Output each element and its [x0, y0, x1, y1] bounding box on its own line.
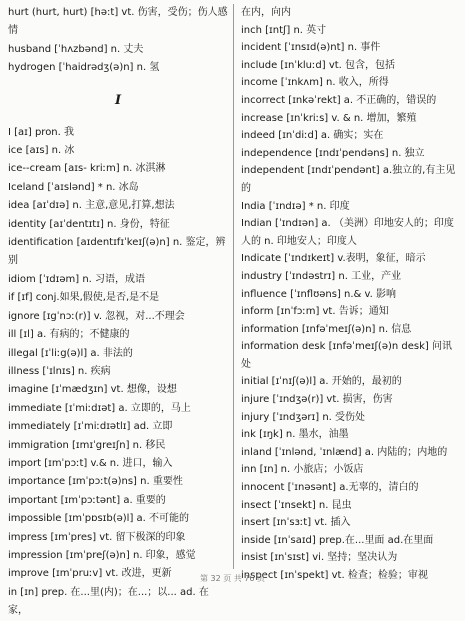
dictionary-entry: important [ɪmˈpɔːtənt] a. 重要的 [8, 494, 166, 506]
dictionary-entry: income [ˈɪnkʌm] n. 收入，所得 [241, 77, 389, 89]
column-divider [233, 4, 234, 569]
dictionary-entry: importance [ɪmˈpɔːt(ə)ns] n. 重要性 [8, 476, 183, 488]
dictionary-entry: imagine [ɪˈmædʒɪn] vt. 想像，设想 [8, 384, 177, 396]
dictionary-entry: information [ɪnfəˈmeɪʃ(ə)n] n. 信息 [241, 323, 412, 335]
dictionary-entry: ignore [ɪgˈnɔː(r)] v. 忽视，对...不理会 [8, 310, 185, 322]
dictionary-entry: import [ɪmˈpɔːt] v.& n. 进口，输入 [8, 457, 173, 469]
dictionary-entry: impression [ɪmˈpreʃ(ə)n] n. 印象，感觉 [8, 549, 196, 561]
dictionary-entry: in [ɪn] prep. 在...里(内)；在...；以... ad. 在家， [8, 586, 209, 617]
h-entries-list [8, 4, 228, 78]
dictionary-entry: impress [ɪmˈpres] vt. 留下极深的印象 [8, 531, 186, 543]
dictionary-entry: illness [ˈɪlnɪs] n. 疾病 [8, 365, 111, 377]
dictionary-entry: immediate [ɪˈmiːdɪət] a. 立即的，马上 [8, 402, 191, 414]
dictionary-entry: hurt (hurt, hurt) [hə:t] vt. 伤害，受伤；伤人感情 [8, 7, 228, 37]
dictionary-entry: inland [ˈɪnlənd, ˈɪnlænd] a. 内陆的；内地的 [241, 446, 448, 458]
dictionary-entry: inform [ɪnˈfɔːm] vt. 告诉；通知 [241, 306, 389, 318]
dictionary-entry: Iceland [ˈaɪslənd] * n. 冰岛 [8, 181, 139, 193]
dictionary-entry: indeed [ɪnˈdiːd] a. 确实；实在 [241, 130, 384, 142]
dictionary-entry: incorrect [ɪnkəˈrekt] a. 不正确的，错误的 [241, 94, 437, 106]
dictionary-entry: inspect [ɪnˈspekt] vt. 检查；检验；审视 [241, 570, 428, 581]
dictionary-entry: ice [aɪs] n. 冰 [8, 145, 75, 157]
dictionary-entry: injury [ˈɪndʒərɪ] n. 受伤处 [241, 411, 366, 423]
dictionary-entry: ill [ɪl] a. 有病的；不健康的 [8, 329, 130, 341]
dictionary-entry: inn [ɪn] n. 小旅店；小饭店 [241, 464, 364, 476]
dictionary-entry: ice--cream [aɪs- kriːm] n. 冰淇淋 [8, 163, 166, 175]
dictionary-entry: husband [ˈhʌzbənd] n. 丈夫 [8, 43, 144, 55]
dictionary-entry: include [ɪnˈkluːd] vt. 包含，包括 [241, 59, 396, 71]
dictionary-entry: Indicate [ˈɪndɪkeɪt] v.表明，象征，暗示 [241, 253, 426, 265]
dictionary-entry: insist [ɪnˈsɪst] vi. 坚持；坚决认为 [241, 552, 398, 564]
dictionary-entry: Indian [ˈɪndɪən] a. （美洲）印地安人的；印度人的 n. 印地安人；印度人 [241, 218, 454, 247]
dictionary-entry: ink [ɪŋk] n. 墨水，油墨 [241, 429, 349, 441]
section-letter-heading: I [114, 92, 122, 108]
dictionary-entry: innocent [ˈɪnəsənt] a.无辜的，清白的 [241, 482, 419, 494]
dictionary-entry: initial [ɪˈnɪʃ(ə)l] a. 开始的，最初的 [241, 376, 402, 388]
dictionary-entry: increase [ɪnˈkriːs] v. & n. 增加，繁殖 [241, 112, 417, 124]
left-column [8, 4, 228, 621]
dictionary-entry: industry [ˈɪndəstrɪ] n. 工业，产业 [241, 270, 402, 282]
i-entries-list-continued [241, 4, 459, 585]
dictionary-entry: I [aɪ] pron. 我 [8, 126, 75, 138]
dictionary-entry: improve [ɪmˈpruːv] vt. 改进，更新 [8, 568, 172, 580]
dictionary-entry: India [ˈɪndɪə] * n. 印度 [241, 200, 350, 212]
dictionary-entry: inside [ɪnˈsaɪd] prep.在...里面 ad.在里面 [241, 534, 434, 546]
dictionary-entry: 在内，向内 [241, 7, 291, 18]
page-number-footer: 第 32 页 共 76 页 [199, 574, 266, 583]
i-entries-list [8, 124, 228, 621]
dictionary-entry: insect [ˈɪnsekt] n. 昆虫 [241, 499, 352, 511]
dictionary-entry: information desk [ɪnfəˈmeɪʃ(ə)n desk] 问讯处 [241, 341, 452, 370]
dictionary-entry: independence [ɪndɪˈpendəns] n. 独立 [241, 147, 425, 159]
dictionary-entry: impossible [ɪmˈpɒsɪb(ə)l] a. 不可能的 [8, 513, 190, 525]
dictionary-entry: insert [ɪnˈsɜːt] vt. 插入 [241, 517, 351, 529]
dictionary-entry: identity [aɪˈdentɪtɪ] n. 身份，特征 [8, 218, 170, 230]
dictionary-entry: immigration [ɪmɪˈgreɪʃn] n. 移民 [8, 439, 166, 451]
dictionary-entry: idea [aɪˈdɪə] n. 主意,意见,打算,想法 [8, 200, 175, 212]
dictionary-entry: if [ɪf] conj.如果,假使,是否,是不是 [8, 292, 160, 304]
dictionary-entry: incident [ˈɪnsɪd(ə)nt] n. 事件 [241, 42, 381, 54]
dictionary-entry: independent [ɪndɪˈpendənt] a.独立的,有主见的 [241, 165, 456, 194]
dictionary-entry: illegal [ɪˈliːg(ə)l] a. 非法的 [8, 347, 133, 359]
dictionary-entry: injure [ˈɪndʒə(r)] vt. 损害，伤害 [241, 394, 393, 406]
dictionary-entry: immediately [ɪˈmiːdɪətlɪ] ad. 立即 [8, 421, 173, 433]
dictionary-entry: inch [ɪntʃ] n. 英寸 [241, 24, 327, 36]
dictionary-entry: hydrogen [ˈhaidrədʒ(ə)n] n. 氢 [8, 62, 160, 74]
right-column [241, 4, 459, 585]
dictionary-entry: idiom [ˈɪdɪəm] n. 习语，成语 [8, 273, 146, 285]
dictionary-entry: identification [aɪdentɪfɪˈkeɪʃ(ə)n] n. 鉴定，辨别 [8, 237, 226, 267]
dictionary-entry: influence [ˈɪnflʊəns] n.& v. 影响 [241, 288, 397, 300]
